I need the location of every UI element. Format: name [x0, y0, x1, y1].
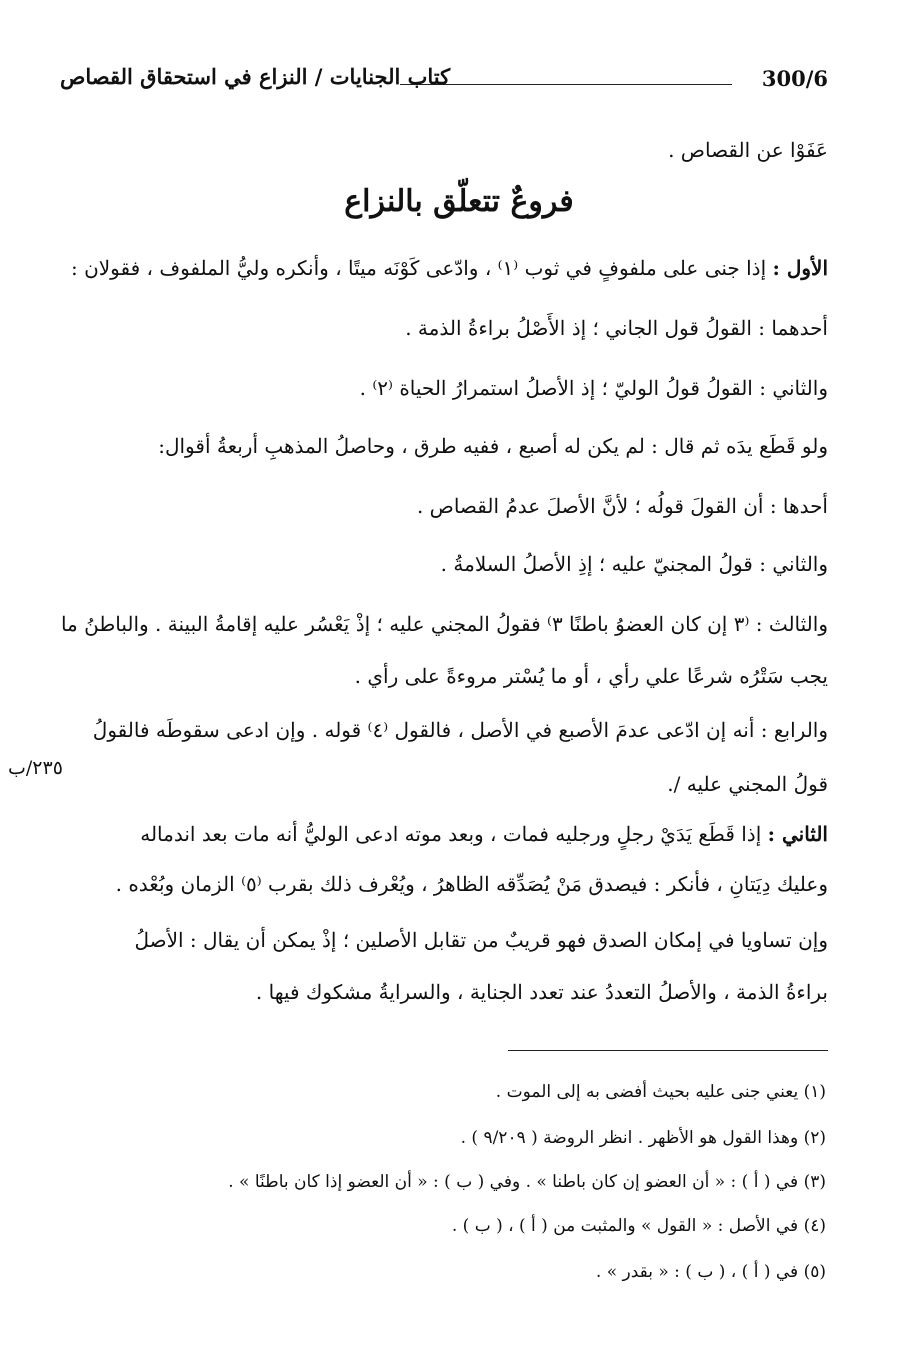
footnote-4: (٤) في الأصل : « القول » والمثبت من ( أ ) ، ( ب ) .: [451, 1216, 826, 1236]
text-line-14: وإن تساويا في إمكان الصدق فهو قريبٌ من تقابل الأصلين ؛ إذْ يمكن أن يقال : الأصلُ: [134, 928, 828, 952]
first-branch-text: إذا جنى على ملفوفٍ في ثوب ⁽١⁾ ، وادّعى كَوْنَه ميتًا ، وأنكره وليُّ الملفوف ، فقولان :: [70, 256, 773, 280]
footnote-3: (٣) في ( أ ) : « أن العضو إن كان باطنا » . وفي ( ب ) : « أن العضو إذا كان باطنًا » .: [228, 1172, 826, 1192]
text-line-11: قولُ المجني عليه /.: [667, 772, 828, 796]
second-branch-text: إذا قَطَع يَدَيْ رجلٍ ورجليه فمات ، وبعد موته ادعى الوليُّ أنه مات بعد اندماله: [140, 822, 768, 846]
text-line-12: [60, 822, 828, 846]
text-line-15: براءةُ الذمة ، والأصلُ التعددُ عند تعدد الجناية ، والسرايةُ مشكوك فيها .: [255, 980, 828, 1004]
footnote-2: (٢) وهذا القول هو الأظهر . انظر الروضة ( ٩/٢٠٩ ) .: [460, 1128, 826, 1148]
footnote-separator: [508, 1050, 828, 1051]
manuscript-folio-note: ٢٣٥/ب: [8, 757, 63, 779]
text-line-1: عَفَوْا عن القصاص .: [668, 138, 828, 162]
footnote-5: (٥) في ( أ ) ، ( ب ) : « بقدر » .: [595, 1262, 826, 1282]
first-branch-label: الأول :: [772, 256, 828, 280]
page-number: 300/6: [761, 66, 828, 91]
text-line-5: ولو قَطَع يدَه ثم قال : لم يكن له أصبع ، ففيه طرق ، وحاصلُ المذهبِ أربعةُ أقوال:: [158, 434, 828, 458]
section-heading: فروعٌ تتعلّق بالنزاع: [344, 184, 574, 219]
text-line-7: والثاني : قولُ المجنيّ عليه ؛ إذِ الأصلُ السلامةُ .: [440, 552, 828, 576]
text-line-9: يجب سَتْرُه شرعًا علي رأي ، أو ما يُسْتر مروءةً على رأي .: [354, 664, 828, 688]
running-header: [60, 62, 828, 96]
text-line-6: أحدها : أن القولَ قولُه ؛ لأنَّ الأصلَ عدمُ القصاص .: [416, 494, 828, 518]
text-line-8: والثالث : ⁽٣ إن كان العضوُ باطنًا ٣⁾ فقولُ المجني عليه ؛ إذْ يَعْسُر عليه إقامةُ البينة . والباطنُ ما: [60, 612, 828, 636]
text-line-2: [60, 256, 828, 280]
footnote-1: (١) يعني جنى عليه بحيث أفضى به إلى الموت .: [495, 1082, 826, 1102]
text-line-3: أحدهما : القولُ قول الجاني ؛ إذ الأَصْلُ براءةُ الذمة .: [405, 316, 828, 340]
text-line-10: والرابع : أنه إن ادّعى عدمَ الأصبع في الأصل ، فالقول ⁽٤⁾ قوله . وإن ادعى سقوطَه فالقولُ: [92, 718, 828, 742]
running-title: كتاب الجنايات / النزاع في استحقاق القصاص: [60, 64, 451, 89]
text-line-13: وعليك دِيَتانِ ، فأنكر : فيصدق مَنْ يُصَدِّقه الظاهرُ ، ويُعْرف ذلك بقرب ⁽٥⁾ الزمان وبُعْده .: [115, 872, 828, 896]
text-line-4: والثاني : القولُ قولُ الوليّ ؛ إذ الأصلُ استمرارُ الحياة ⁽٢⁾ .: [359, 376, 828, 400]
second-branch-label: الثاني :: [767, 822, 828, 846]
